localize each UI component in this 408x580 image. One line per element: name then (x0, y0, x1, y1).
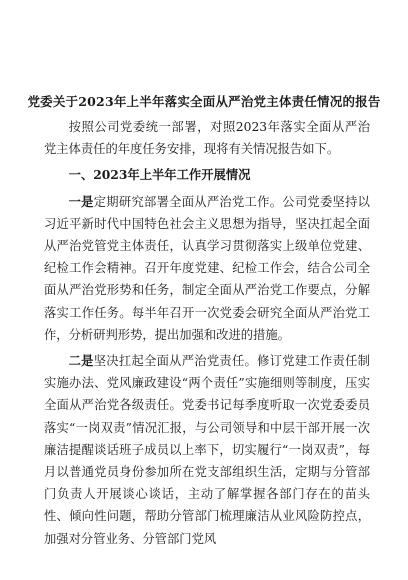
paragraph-1-lead: 一是 (68, 193, 94, 209)
paragraph-2-lead: 二是 (68, 353, 94, 369)
document-body (44, 116, 370, 554)
paragraph-1-text: 定期研究部署全面从严治党工作。公司党委坚持以习近平新时代中国特色社会主义思想为指导，坚决扛起全面从严治党管党主体责任，认真学习贯彻落实上级单位党建、纪检工作会精神。召开年度党建、纪检工作会，结合公司全面从严治党形势和任务，制定全面从严治党工作要点，分解落实工作任务。每半年召开一次党委会研究全面从严治党工作，分析研判形势，提出加强和改进的措施。 (44, 194, 370, 342)
document-title: 党委关于2023年上半年落实全面从严治党主体责任情况的报告 (27, 94, 381, 109)
paragraph-2-text: 坚决扛起全面从严治党责任。修订党建工作责任制实施办法、党风廉政建设“两个责任”实施细则等制度，压实全面从严治党各级责任。党委书记每季度听取一次党委委员落实“一岗双责”情况汇报，与公司领导和中层干部开展一次廉洁提醒谈话班子成员以上率下，切实履行“一岗双责”，每月以普通党员身份参加所在党支部组织生活，定期与分管部门负责人开展谈心谈话，主动了解掌握各部门存在的苗头性、倾向性问题，帮助分管部门梳理廉洁从业风险防控点，加强对分管业务、分管部门党风 (44, 354, 370, 546)
paragraph-2 (44, 350, 370, 550)
intro-paragraph: 按照公司党委统一部署，对照2023年落实全面从严治党主体责任的年度任务安排，现将有关情况报告如下。 (44, 120, 370, 157)
paragraph-1 (44, 191, 370, 346)
section-heading: 一、2023年上半年工作开展情况 (68, 167, 251, 183)
